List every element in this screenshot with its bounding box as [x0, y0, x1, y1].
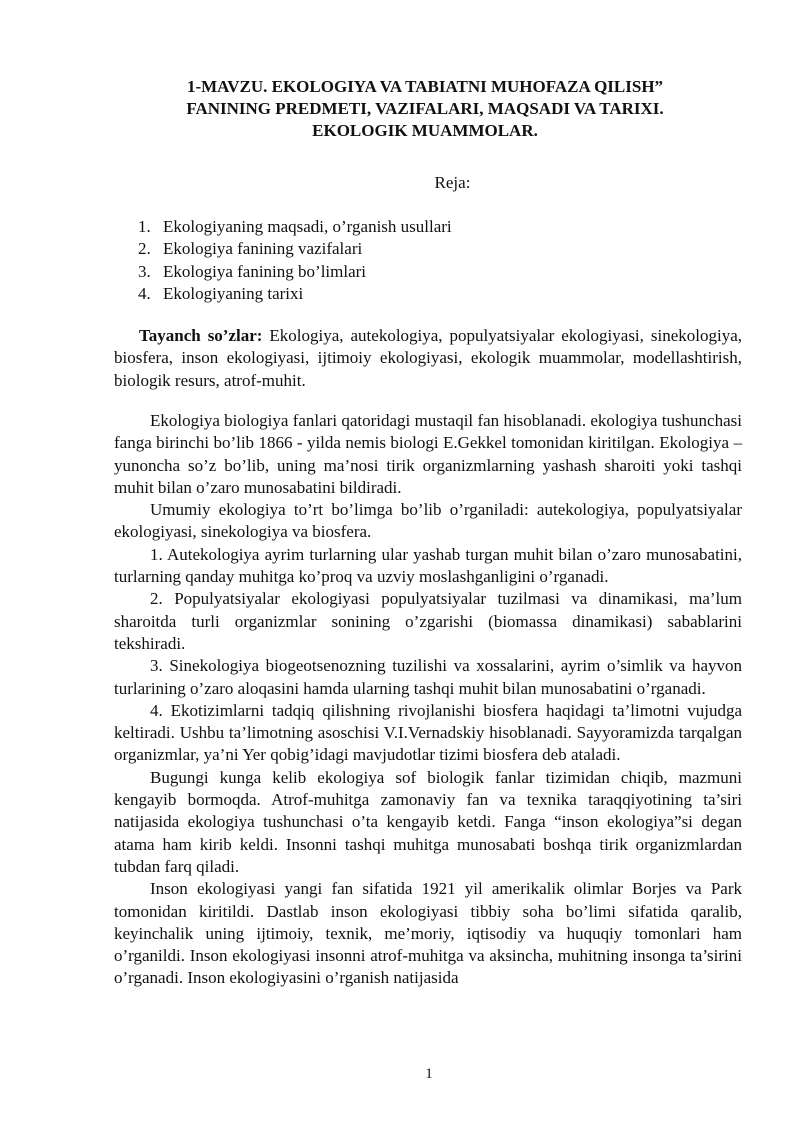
keywords-section [114, 325, 742, 392]
main-text [114, 410, 742, 990]
plan-item [138, 216, 452, 238]
paragraph: 1. Autekologiya ayrim turlarning ular yashab turgan muhit bilan o’zaro munosabatini, turlarning qanday muhitga ko’proq va uzviy moslashganligini o’rganadi. [114, 544, 742, 587]
keywords-paragraph [114, 325, 742, 392]
paragraph: 3. Sinekologiya biogeotsenozning tuzilishi va xossalarini, ayrim o’simlik va hayvon turlarining o’zaro aloqasini hamda ularning tashqi muhit bilan munosabatini o’rganadi. [114, 656, 742, 698]
paragraph: Ekologiya biologiya fanlari qatoridagi mustaqil fan hisoblanadi. ekologiya tushunchasi fanga birinchi bo’lib 1866 - yilda nemis biologi E.Gekkel tomonidan kiritilgan. Ekologiya – yunoncha so’z bo’lib, uning ma’nosi tirik organizmlarning yashash sharoiti yoki tashqi muhit bilan o’zaro munosabatini bildiradi. [114, 411, 742, 497]
paragraph: Umumiy ekologiya to’rt bo’limga bo’lib o’rganiladi: autekologiya, populyatsiyalar ekologiyasi, sinekologiya va biosfera. [114, 500, 742, 542]
plan-item-text: Ekologiya fanining vazifalari [163, 239, 363, 259]
keywords-label: Tayanch so’zlar: [139, 326, 263, 345]
plan-item-number: 4. [138, 283, 151, 303]
plan-item-text: Ekologiyaning tarixi [163, 283, 304, 303]
title-line-3: EKOLOGIK MUAMMOLAR. [312, 121, 538, 140]
page-number: 1 [425, 1066, 433, 1082]
plan-item [138, 261, 452, 283]
title-line-2: FANINING PREDMETI, VAZIFALARI, MAQSADI VA TARIXI. [186, 99, 664, 118]
plan-list [138, 216, 452, 305]
plan-heading: Reja: [434, 173, 471, 192]
document-title [110, 76, 740, 142]
plan-item-number: 2. [138, 239, 151, 259]
paragraph: Inson ekologiyasi yangi fan sifatida 1921 yil amerikalik olimlar Borjes va Park tomonidan kiritildi. Dastlab inson ekologiyasi tibbiy soha bo’limi sifatida qaralib, keyinchalik uning ijtimoiy, texnik, me’moriy, iqtisodiy va huquqiy tomonlari ham o’rganildi. Inson ekologiyasi insonni atrof-muhitga va aksincha, muhitning insonga ta’sirini o’rganadi. Inson ekologiyasini o’rganish natijasida [114, 879, 742, 988]
title-line-1: 1-MAVZU. EKOLOGIYA VA TABIATNI MUHOFAZA QILISH” [186, 77, 664, 96]
plan-item-number: 3. [138, 261, 151, 281]
plan-item [138, 283, 452, 305]
paragraph: Bugungi kunga kelib ekologiya sof biologik fanlar tizimidan chiqib, mazmuni kengayib bormoqda. Atrof-muhitga zamonaviy fan va texnika taraqqiyotining ta’siri natijasida ekologiya tushunchasi o’ta kengayib ketdi. Fanga “inson ekologiya”si degan atama ham kirib keldi. Insonni tashqi muhitga munosabati boshqa tirik organizmlardan tubdan farq qiladi. [114, 767, 742, 876]
plan-item-text: Ekologiyaning maqsadi, o’rganish usullari [163, 217, 452, 236]
plan-item [138, 238, 452, 260]
keywords-text: Ekologiya, autekologiya, populyatsiyalar ekologiyasi, sinekologiya, biosfera, inson ekologiyasi, ijtimoiy ekologiyasi, ekologik muammolar, modellashtirish, biologik resurs, atrof-muhit. [114, 326, 742, 390]
plan-item-number: 1. [138, 217, 151, 236]
paragraph: 2. Populyatsiyalar ekologiyasi populyatsiyalar tuzilmasi va dinamikasi, ma’lum sharoitda turli organizmlar sonining o’zgarishi (biomassa dinamikasi) sabablarini tekshiradi. [114, 589, 742, 653]
paragraph: 4. Ekotizimlarni tadqiq qilishning rivojlanishi biosfera haqidagi ta’limotni vujudga keltiradi. Ushbu ta’limotning asoschisi V.I.Vernadskiy hisoblanadi. Sayyoramizda tarqalgan organizmlar, ya’ni Yer qobig’idagi mavjudotlar tizimi biosfera deb ataladi. [114, 700, 742, 765]
plan-item-text: Ekologiya fanining bo’limlari [163, 261, 367, 281]
